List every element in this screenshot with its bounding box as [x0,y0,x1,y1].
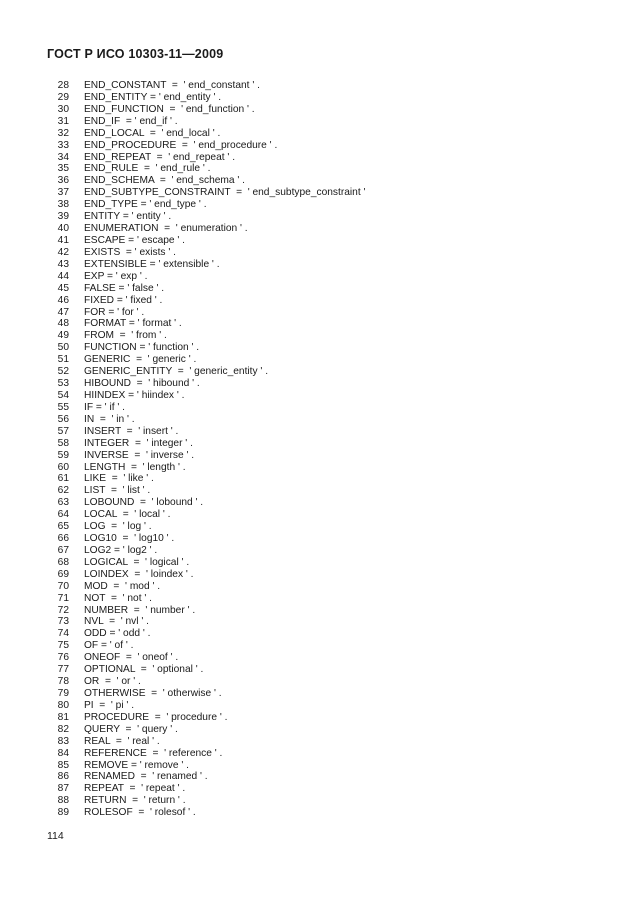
rule-definition: EXP = ' exp ' . [84,270,148,282]
rule-definition: RENAMED = ' renamed ' . [84,771,208,783]
rule-number: 79 [57,688,69,700]
rule-number: 55 [57,401,69,413]
rule-number: 42 [57,246,69,258]
rule-number: 28 [57,80,69,91]
rule-number: 48 [57,318,69,330]
rule-row [47,259,365,271]
rule-number: 50 [57,342,69,354]
rule-definition: END_SCHEMA = ' end_schema ' . [84,175,246,187]
rule-definition: INSERT = ' insert ' . [84,425,179,437]
rule-number: 61 [57,473,69,485]
rule-row [47,450,365,462]
rule-number: 46 [57,294,69,306]
rule-definition: LOG10 = ' log10 ' . [84,533,175,545]
rule-definition: INTEGER = ' integer ' . [84,437,193,449]
rule-row [47,426,365,438]
rule-row [47,307,365,319]
rule-number: 74 [57,628,69,640]
rule-number: 47 [57,306,69,318]
rule-row [47,271,365,283]
rule-definition: IF = ' if ' . [84,401,125,413]
rule-definition: GENERIC_ENTITY = ' generic_entity ' . [84,366,269,378]
rule-row [47,187,365,199]
rule-number: 86 [57,771,69,783]
rule-number: 44 [57,270,69,282]
rule-row [47,807,365,819]
rule-row [47,497,365,509]
rule-number: 39 [57,211,69,223]
rule-definition: ODD = ' odd ' . [84,628,151,640]
rule-number: 32 [57,127,69,139]
rule-row [47,688,365,700]
rule-number: 72 [57,604,69,616]
rule-definition: END_ENTITY = ' end_entity ' . [84,91,222,103]
rule-row [47,295,365,307]
rule-row [47,104,365,116]
rule-row [47,283,365,295]
rule-definition: ENUMERATION = ' enumeration ' . [84,223,248,235]
rule-definition: LOCAL = ' local ' . [84,509,171,521]
rule-definition: HIBOUND = ' hibound ' . [84,378,200,390]
rule-definition: END_TYPE = ' end_type ' . [84,199,207,211]
rule-definition: REPEAT = ' repeat ' . [84,783,186,795]
rule-row [47,533,365,545]
rule-definition: END_REPEAT = ' end_repeat ' . [84,151,236,163]
rule-definition: LIST = ' list ' . [84,485,151,497]
rule-definition: REFERENCE = ' reference ' . [84,747,223,759]
rule-definition: OPTIONAL = ' optional ' . [84,664,204,676]
rule-number: 38 [57,199,69,211]
rule-definition: END_IF = ' end_if ' . [84,115,178,127]
rule-row [47,700,365,712]
rule-row [47,152,365,164]
rule-row [47,342,365,354]
rule-definition: LOINDEX = ' loindex ' . [84,568,194,580]
rule-number: 49 [57,330,69,342]
rule-row [47,438,365,450]
rule-definition: OR = ' or ' . [84,676,141,688]
rule-row [47,593,365,605]
rule-number: 36 [57,175,69,187]
rule-definition: REAL = ' real ' . [84,735,160,747]
rule-number: 73 [57,616,69,628]
rule-definition: OTHERWISE = ' otherwise ' . [84,688,222,700]
rule-definition: NVL = ' nvl ' . [84,616,149,628]
rule-definition: END_PROCEDURE = ' end_procedure ' . [84,139,278,151]
rule-row [47,485,365,497]
rule-definition: NUMBER = ' number ' . [84,604,196,616]
rule-number: 78 [57,676,69,688]
rule-number: 81 [57,711,69,723]
rule-row [47,652,365,664]
rule-number: 30 [57,103,69,115]
rule-definition: FUNCTION = ' function ' . [84,342,200,354]
rule-number: 66 [57,533,69,545]
rule-row [47,783,365,795]
rule-row [47,235,365,247]
rule-row [47,211,365,223]
rule-row [47,128,365,140]
rule-definition: FOR = ' for ' . [84,306,145,318]
rule-row [47,199,365,211]
rule-number: 69 [57,568,69,580]
rule-definition: FIXED = ' fixed ' . [84,294,163,306]
rule-row [47,175,365,187]
rule-number: 60 [57,461,69,473]
rule-row [47,557,365,569]
rule-definition: PROCEDURE = ' procedure ' . [84,711,228,723]
rule-row [47,545,365,557]
rule-definition: HIINDEX = ' hiindex ' . [84,389,185,401]
rule-definition: END_SUBTYPE_CONSTRAINT = ' end_subtype_constraint ' [84,187,366,199]
rule-number: 83 [57,735,69,747]
rule-number: 77 [57,664,69,676]
rule-row [47,318,365,330]
rule-row [47,390,365,402]
rule-row [47,80,365,92]
page-number: 114 [47,830,64,842]
rule-number: 71 [57,592,69,604]
rule-number: 43 [57,258,69,270]
rule-number: 54 [57,389,69,401]
rule-row [47,163,365,175]
rule-row [47,748,365,760]
rule-row [47,473,365,485]
rule-number: 59 [57,449,69,461]
rule-definition: END_RULE = ' end_rule ' . [84,163,211,175]
rule-definition: FROM = ' from ' . [84,330,167,342]
rule-number: 75 [57,640,69,652]
rule-definition: LIKE = ' like ' . [84,473,154,485]
rule-definition: IN = ' in ' . [84,413,135,425]
rule-number: 88 [57,795,69,807]
rule-number: 45 [57,282,69,294]
rule-number: 51 [57,354,69,366]
rule-definition: MOD = ' mod ' . [84,580,161,592]
rule-row [47,628,365,640]
rule-row [47,247,365,259]
rule-number: 89 [57,807,69,819]
rule-row [47,330,365,342]
rule-number: 62 [57,485,69,497]
rule-definition: GENERIC = ' generic ' . [84,354,197,366]
rule-definition: OF = ' of ' . [84,640,134,652]
rule-number: 58 [57,437,69,449]
rule-row [47,724,365,736]
rule-number: 33 [57,139,69,151]
rule-row [47,509,365,521]
rule-number: 31 [57,115,69,127]
rule-row [47,521,365,533]
page-header-title: ГОСТ Р ИСО 10303-11—2009 [47,47,224,61]
rule-definition: END_CONSTANT = ' end_constant ' . [84,80,260,91]
rule-row [47,462,365,474]
rule-row [47,616,365,628]
rule-number: 37 [57,187,69,199]
rule-row [47,414,365,426]
rule-row [47,223,365,235]
rule-row [47,116,365,128]
rule-number: 65 [57,521,69,533]
rule-definition: FORMAT = ' format ' . [84,318,182,330]
rule-number: 67 [57,544,69,556]
rule-definition: ROLESOF = ' rolesof ' . [84,807,196,819]
rule-row [47,366,365,378]
rule-row [47,736,365,748]
rule-definition: PI = ' pi ' . [84,699,135,711]
rule-number: 35 [57,163,69,175]
rule-number: 34 [57,151,69,163]
rule-number: 68 [57,556,69,568]
rule-number: 40 [57,223,69,235]
rule-definition: LOGICAL = ' logical ' . [84,556,190,568]
rule-row [47,92,365,104]
rule-definition: ENTITY = ' entity ' . [84,211,172,223]
rule-definition: END_LOCAL = ' end_local ' . [84,127,221,139]
rule-definition: LOG2 = ' log2 ' . [84,544,158,556]
rule-row [47,760,365,772]
rule-number: 82 [57,723,69,735]
rule-number: 56 [57,413,69,425]
rule-row [47,795,365,807]
rule-definition: EXTENSIBLE = ' extensible ' . [84,258,220,270]
rule-number: 80 [57,699,69,711]
rule-number: 29 [57,91,69,103]
rule-row [47,605,365,617]
rule-row [47,354,365,366]
rule-definition: FALSE = ' false ' . [84,282,165,294]
rule-definition: ONEOF = ' oneof ' . [84,652,179,664]
rule-row [47,581,365,593]
rule-definition: NOT = ' not ' . [84,592,152,604]
rule-number: 85 [57,759,69,771]
rule-definition: INVERSE = ' inverse ' . [84,449,195,461]
rule-number: 57 [57,425,69,437]
rule-number: 52 [57,366,69,378]
rule-definition: LOG = ' log ' . [84,521,152,533]
rule-definition: LOBOUND = ' lobound ' . [84,497,204,509]
rule-number: 41 [57,234,69,246]
rule-row [47,402,365,414]
rule-definition: EXISTS = ' exists ' . [84,246,176,258]
rule-number: 70 [57,580,69,592]
rule-number: 63 [57,497,69,509]
rule-definition: RETURN = ' return ' . [84,795,186,807]
rule-row [47,569,365,581]
rule-row [47,378,365,390]
rule-row [47,664,365,676]
rule-number: 76 [57,652,69,664]
syntax-rule-list [47,80,365,819]
rule-row [47,771,365,783]
rule-row [47,640,365,652]
rule-row [47,140,365,152]
rule-row [47,676,365,688]
rule-definition: ESCAPE = ' escape ' . [84,234,186,246]
rule-definition: QUERY = ' query ' . [84,723,178,735]
rule-number: 53 [57,378,69,390]
rule-number: 84 [57,747,69,759]
rule-definition: END_FUNCTION = ' end_function ' . [84,103,255,115]
rule-row [47,712,365,724]
rule-definition: LENGTH = ' length ' . [84,461,186,473]
rule-number: 64 [57,509,69,521]
rule-definition: REMOVE = ' remove ' . [84,759,189,771]
rule-number: 87 [57,783,69,795]
